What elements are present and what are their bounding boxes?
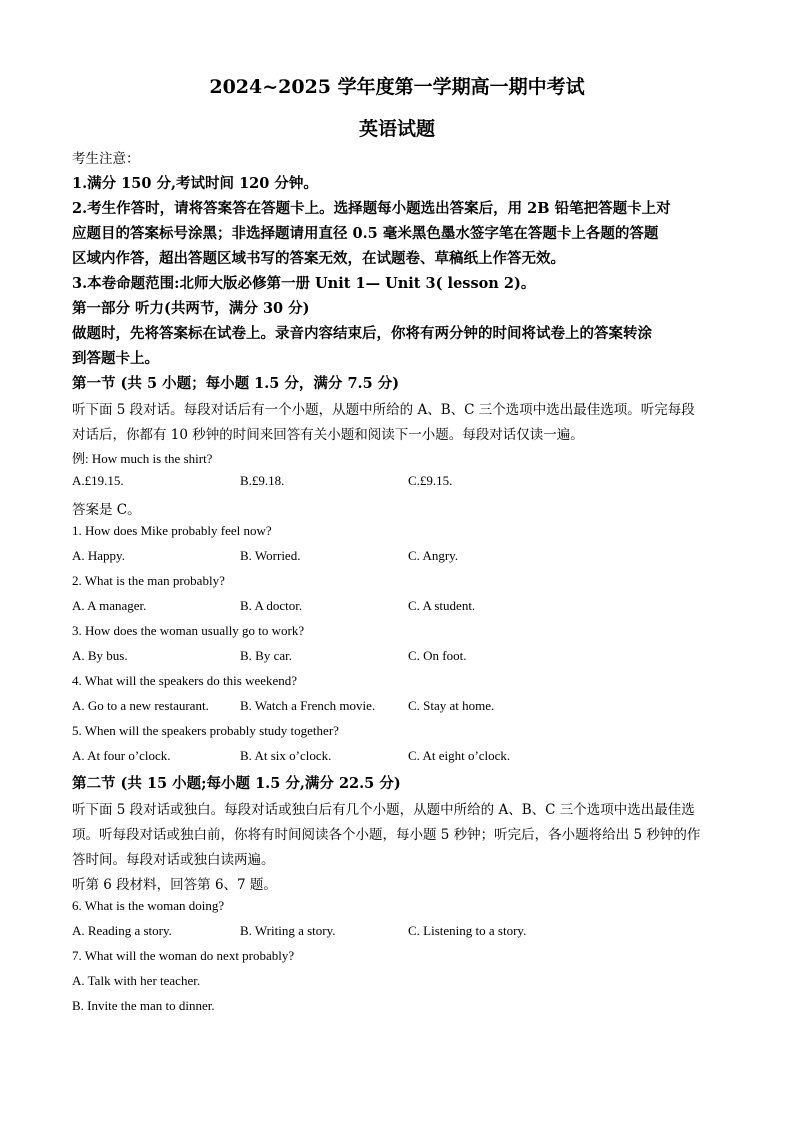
section1-intro-line-1: 听下面 5 段对话。每段对话后有一个小题，从题中所给的 A、B、C 三个选项中选出最佳选项。听完每段 — [72, 402, 695, 418]
part1-heading: 第一部分 听力(共两节，满分 30 分) — [72, 300, 310, 317]
question-3-option-a: A. By bus. — [72, 648, 128, 663]
material-6-heading: 听第 6 段材料，回答第 6、7 题。 — [72, 877, 277, 893]
question-2-option-c: C. A student. — [408, 598, 476, 613]
exam-subtitle: 英语试题 — [358, 118, 435, 140]
question-3-option-b: B. By car. — [240, 648, 292, 663]
question-3-option-c: C. On foot. — [408, 648, 467, 663]
question-6-option-b: B. Writing a story. — [240, 923, 336, 938]
example-option-c: C.£9.15. — [408, 473, 453, 488]
example-option-a: A.£19.15. — [72, 473, 124, 488]
question-6-option-a: A. Reading a story. — [72, 923, 172, 938]
question-3: 3. How does the woman usually go to work? — [72, 623, 305, 638]
example-question: 例: How much is the shirt? — [72, 451, 213, 466]
question-5-option-c: C. At eight o’clock. — [408, 748, 511, 763]
section1-heading: 第一节 (共 5 小题；每小题 1.5 分，满分 7.5 分) — [72, 375, 400, 392]
section2-intro-line-2: 项。听每段对话或独白前，你将有时间阅读各个小题，每小题 5 秒钟；听完后，各小题将给出 5 秒钟的作 — [72, 827, 701, 843]
question-2-option-b: B. A doctor. — [240, 598, 303, 613]
notice-item-3: 3.本卷命题范围:北师大版必修第一册 Unit 1— Unit 3( lesson 2)。 — [72, 275, 536, 292]
notice-heading: 考生注意： — [72, 151, 140, 167]
notice-item-2-line-3: 区域内作答，超出答题区域书写的答案无效，在试题卷、草稿纸上作答无效。 — [72, 250, 565, 267]
exam-title: 2024~2025 学年度第一学期高一期中考试 — [209, 76, 585, 98]
section2-intro-line-3: 答时间。每段对话或独白读两遍。 — [72, 852, 275, 868]
section2-heading: 第二节 (共 15 小题;每小题 1.5 分,满分 22.5 分) — [72, 775, 401, 792]
question-5-option-b: B. At six o’clock. — [240, 748, 332, 763]
notice-item-2-line-2: 应题目的答案标号涂黑；非选择题请用直径 0.5 毫米黑色墨水签字笔在答题卡上各题的答题 — [72, 225, 659, 242]
part1-intro-line-2: 到答题卡上。 — [72, 350, 159, 367]
question-5-option-a: A. At four o’clock. — [72, 748, 171, 763]
section2-intro-line-1: 听下面 5 段对话或独白。每段对话或独白后有几个小题，从题中所给的 A、B、C 三个选项中选出最佳选 — [72, 802, 695, 818]
notice-item-1: 1.满分 150 分,考试时间 120 分钟。 — [72, 175, 318, 192]
example-answer: 答案是 C。 — [72, 502, 141, 518]
question-4-option-b: B. Watch a French movie. — [240, 698, 376, 713]
part1-intro-line-1: 做题时，先将答案标在试卷上。录音内容结束后，你将有两分钟的时间将试卷上的答案转涂 — [72, 325, 652, 342]
question-7-option-a: A. Talk with her teacher. — [72, 973, 201, 988]
question-7: 7. What will the woman do next probably? — [72, 948, 295, 963]
question-7-option-b: B. Invite the man to dinner. — [72, 998, 215, 1013]
example-option-b: B.£9.18. — [240, 473, 285, 488]
section1-intro-line-2: 对话后，你都有 10 秒钟的时间来回答有关小题和阅读下一小题。每段对话仅读一遍。 — [72, 427, 584, 443]
question-1: 1. How does Mike probably feel now? — [72, 523, 272, 538]
question-6-option-c: C. Listening to a story. — [408, 923, 527, 938]
question-1-option-a: A. Happy. — [72, 548, 125, 563]
question-2: 2. What is the man probably? — [72, 573, 225, 588]
question-6: 6. What is the woman doing? — [72, 898, 225, 913]
question-4-option-c: C. Stay at home. — [408, 698, 495, 713]
question-1-option-c: C. Angry. — [408, 548, 459, 563]
question-4: 4. What will the speakers do this weekend? — [72, 673, 298, 688]
question-4-option-a: A. Go to a new restaurant. — [72, 698, 209, 713]
question-2-option-a: A. A manager. — [72, 598, 147, 613]
question-1-option-b: B. Worried. — [240, 548, 301, 563]
notice-item-2-line-1: 2.考生作答时，请将答案答在答题卡上。选择题每小题选出答案后，用 2B 铅笔把答题卡上对 — [72, 200, 671, 217]
question-5: 5. When will the speakers probably study together? — [72, 723, 339, 738]
